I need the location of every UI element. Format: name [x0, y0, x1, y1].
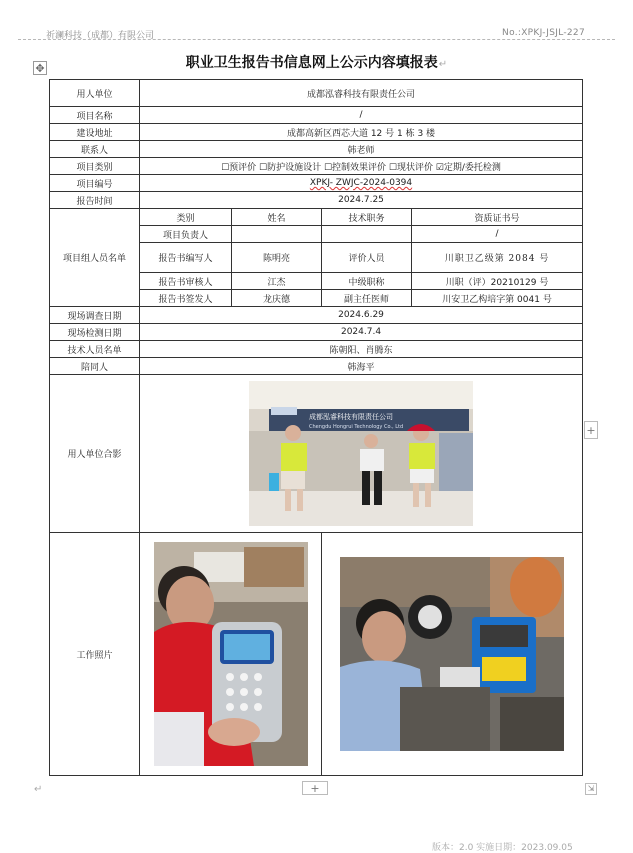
address-value: 成都高新区西芯大道 12 号 1 栋 3 楼: [140, 124, 583, 141]
team-header-row: [50, 209, 583, 226]
team-head-cert: 资质证书号: [412, 209, 583, 226]
team-label: 项目组人员名单: [50, 209, 140, 307]
team-type: 报告书审核人: [140, 273, 232, 290]
group-photo-label: 用人单位合影: [50, 375, 140, 533]
address-label: 建设地址: [50, 124, 140, 141]
document-title: 职业卫生报告书信息网上公示内容填报表↵: [185, 55, 448, 71]
report-time-label: 报告时间: [50, 192, 140, 209]
table-row: [50, 341, 583, 358]
team-name: 龙庆德: [232, 290, 322, 307]
work-photo-cell-1: [140, 533, 322, 776]
table-row: [50, 107, 583, 124]
survey-date-label: 现场调查日期: [50, 307, 140, 324]
photo-sign-text-en: Chengdu Hongrui Technology Co., Ltd: [309, 424, 404, 430]
table-row: [50, 192, 583, 209]
table-row: [50, 175, 583, 192]
photo-sign-text: 成都泓睿科技有限责任公司: [309, 413, 393, 421]
project-no-text: XPKJ- ZWJC-2024-0394: [309, 178, 413, 188]
project-name-label: 项目名称: [50, 107, 140, 124]
team-head-name: 姓名: [232, 209, 322, 226]
work-photo-1: [154, 542, 308, 766]
team-type: 项目负责人: [140, 226, 232, 243]
table-row: [50, 358, 583, 375]
document-title-text: 职业卫生报告书信息网上公示内容填报表: [185, 55, 438, 71]
table-row: [50, 533, 583, 776]
table-row: [50, 141, 583, 158]
team-cert: 川安卫乙构培字第 0041 号: [412, 290, 583, 307]
form-table: [49, 79, 583, 776]
project-no-label: 项目编号: [50, 175, 140, 192]
category-label: 项目类别: [50, 158, 140, 175]
category-value: ☐预评价 ☐防护设施设计 ☐控制效果评价 ☐现状评价 ☑定期/委托检测: [140, 158, 583, 175]
add-row-icon[interactable]: +: [302, 781, 328, 795]
team-title: 评价人员: [322, 243, 412, 273]
table-row: [50, 307, 583, 324]
report-time-value: 2024.7.25: [140, 192, 583, 209]
table-resize-handle-icon[interactable]: ⇲: [585, 783, 597, 795]
technicians-label: 技术人员名单: [50, 341, 140, 358]
table-row: [50, 375, 583, 533]
team-name: [232, 226, 322, 243]
team-title: 中级职称: [322, 273, 412, 290]
work-photo-2: [340, 557, 564, 751]
table-row: [50, 158, 583, 175]
survey-date-value: 2024.6.29: [140, 307, 583, 324]
table-row: [50, 324, 583, 341]
project-no-value: [140, 175, 583, 192]
work-photo-cell-2: [322, 533, 583, 776]
team-title: [322, 226, 412, 243]
team-type: 报告书签发人: [140, 290, 232, 307]
employer-value: 成都泓睿科技有限责任公司: [140, 80, 583, 107]
contact-value: 韩老师: [140, 141, 583, 158]
escort-label: 陪同人: [50, 358, 140, 375]
add-column-icon[interactable]: +: [584, 421, 598, 439]
team-name: 江杰: [232, 273, 322, 290]
team-cert: /: [412, 226, 583, 243]
header-company: 祈澜科技（成都）有限公司: [46, 31, 155, 41]
test-date-value: 2024.7.4: [140, 324, 583, 341]
test-date-label: 现场检测日期: [50, 324, 140, 341]
team-head-type: 类别: [140, 209, 232, 226]
header-divider: [18, 39, 615, 40]
paragraph-mark-icon: ↵: [34, 784, 43, 795]
team-name: 陈明亮: [232, 243, 322, 273]
work-photo-label: 工作照片: [50, 533, 140, 776]
escort-value: 韩海平: [140, 358, 583, 375]
team-head-title: 技术职务: [322, 209, 412, 226]
technicians-value: 陈朝阳、肖腾东: [140, 341, 583, 358]
header-doc-no: No.:XPKJ-JSJL-227: [502, 28, 585, 38]
footer-info: 版本：2.0 实施日期：2023.09.05: [432, 843, 573, 853]
project-name-value: /: [140, 107, 583, 124]
table-row: [50, 80, 583, 107]
team-type: 报告书编写人: [140, 243, 232, 273]
team-cert: 川职卫乙级第 2084 号: [412, 243, 583, 273]
team-title: 副主任医师: [322, 290, 412, 307]
group-photo-cell: [140, 375, 583, 533]
table-move-handle-icon[interactable]: ✥: [33, 61, 47, 75]
employer-label: 用人单位: [50, 80, 140, 107]
team-cert: 川职（评）20210129 号: [412, 273, 583, 290]
table-row: [50, 124, 583, 141]
contact-label: 联系人: [50, 141, 140, 158]
group-photo: [249, 381, 473, 526]
